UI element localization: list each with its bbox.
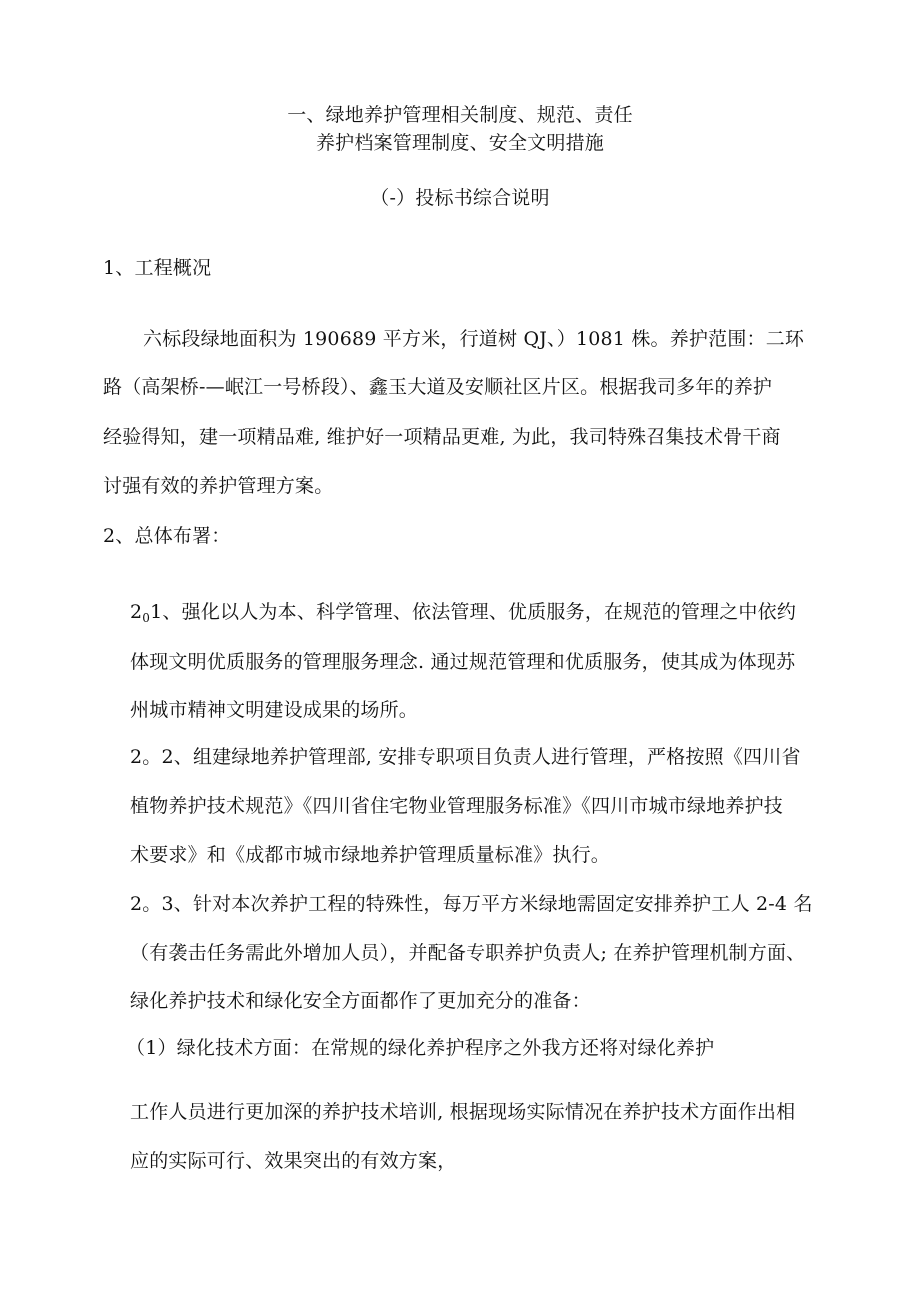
sub-item-1-line: 工作人员进行更加深的养护技术培训, 根据现场实际情况在养护技术方面作出相 [130,1101,796,1123]
item-2-2-line: 2。2、组建绿地养护管理部, 安排专职项目负责人进行管理，严格按照《四川省 [130,746,801,768]
item-2-2-line: 植物养护技术规范》《四川省住宅物业管理服务标准》《四川市城市绿地养护技 [130,795,784,817]
section-1-paragraph-line: 讨强有效的养护管理方案。 [103,475,334,497]
subtitle: （-）投标书综合说明 [370,187,550,209]
item-2-1-prefix-sub: 0 [142,611,151,625]
sub-item-1-heading: （1）绿化技术方面：在常规的绿化养护程序之外我方还将对绿化养护 [126,1037,715,1059]
section-1-heading: 1、工程概况 [103,257,212,279]
item-2-3-line: 2。3、针对本次养护工程的特殊性，每万平方米绿地需固定安排养护工人 2-4 名 [130,893,813,915]
sub-item-1-line: 应的实际可行、效果突出的有效方案， [130,1150,457,1172]
section-1-paragraph-line: 路（高架桥-—岷江一号桥段）、鑫玉大道及安顺社区片区。根据我司多年的养护 [103,376,773,398]
item-2-3-line: （有袭击任务需此外增加人员），并配备专职养护负责人; 在养护管理机制方面、 [130,942,806,964]
section-1-paragraph-line: 经验得知，建一项精品难, 维护好一项精品更难, 为此，我司特殊召集技术骨干商 [103,426,781,448]
item-2-1-line: 州城市精神文明建设成果的场所。 [130,699,419,721]
section-2-heading: 2、总体布署： [103,525,231,547]
item-2-1-prefix: 2 [130,601,143,623]
section-1-paragraph-line: 六标段绿地面积为 190689 平方米，行道树 QJ、）1081 株。养护范围：二环 [143,328,805,350]
item-2-1-text: 1、强化以人为本、科学管理、依法管理、优质服务，在规范的管理之中依约 [150,601,797,623]
title-line-1: 一、绿地养护管理相关制度、规范、责任 [287,104,633,126]
item-2-3-line: 绿化养护技术和绿化安全方面都作了更加充分的准备： [130,990,591,1012]
item-2-1-line [130,600,796,630]
item-2-2-line: 术要求》和《成都市城市绿地养护管理质量标准》执行。 [130,844,611,866]
item-2-1-line: 体现文明优质服务的管理服务理念. 通过规范管理和优质服务，使其成为体现苏 [130,651,796,673]
title-line-2: 养护档案管理制度、安全文明措施 [315,132,604,154]
